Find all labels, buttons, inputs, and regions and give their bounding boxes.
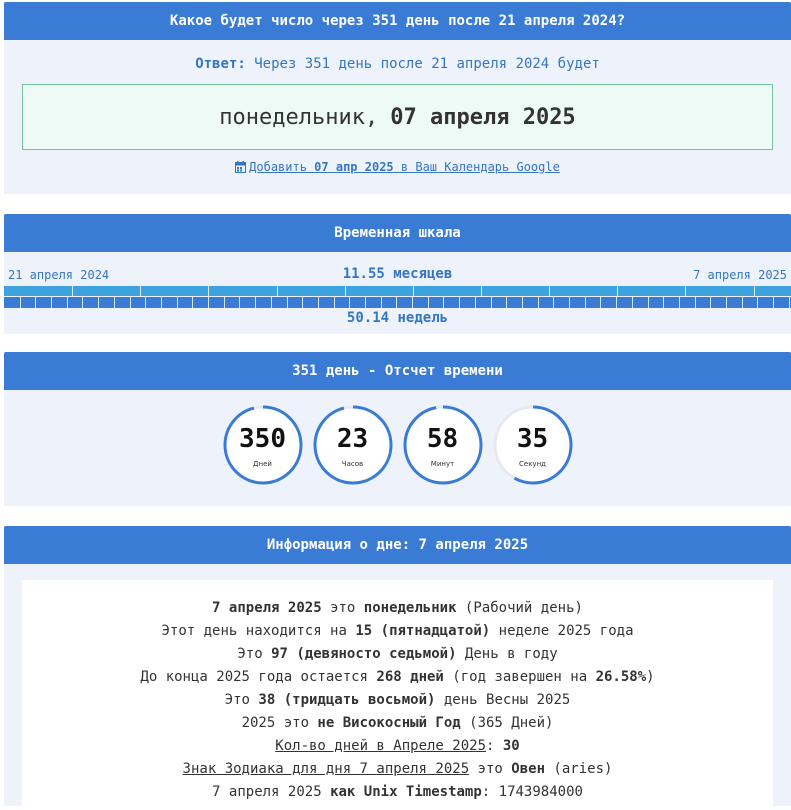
week-tick [82, 297, 83, 308]
week-tick [161, 297, 162, 308]
week-tick [130, 297, 131, 308]
week-tick [522, 297, 523, 308]
calendar-link-date: 07 апр 2025 [314, 160, 394, 174]
days-in-month-link[interactable]: Кол-во дней в Апреле 2025 [275, 738, 486, 754]
countdown-days-unit: Дней [253, 460, 272, 468]
info-week-value: 15 (пятнадцатой) [355, 623, 491, 639]
week-tick [365, 297, 366, 308]
result-weekday: понедельник, [219, 104, 379, 130]
week-tick [616, 297, 617, 308]
answer-line [4, 56, 791, 72]
info-day-of-year [22, 643, 773, 666]
week-tick [334, 297, 335, 308]
info-season-day-value: 38 (тридцать восьмой) [258, 692, 436, 708]
info-text: это [321, 600, 364, 616]
month-tick [481, 286, 482, 296]
week-tick [443, 297, 444, 308]
week-tick [491, 297, 492, 308]
info-week [22, 620, 773, 643]
info-days-in-month-value: 30 [502, 738, 520, 754]
info-leap-year-value: не Високосный Год [317, 715, 461, 731]
week-tick [114, 297, 115, 308]
week-tick [271, 297, 272, 308]
info-year-percent: 26.58% [595, 669, 647, 685]
week-tick [287, 297, 288, 308]
countdown-minutes-value: 58 [426, 424, 459, 454]
timeline-end-date: 7 апреля 2025 [693, 268, 787, 282]
week-tick [145, 297, 146, 308]
day-info-box [22, 580, 773, 810]
week-tick [428, 297, 429, 308]
week-tick [600, 297, 601, 308]
calendar-link-suffix: в Ваш Календарь Google [400, 160, 560, 174]
week-tick [789, 297, 790, 308]
week-tick [302, 297, 303, 308]
week-tick [569, 297, 570, 308]
info-weekday-value: понедельник [363, 600, 457, 616]
month-tick [208, 286, 209, 296]
info-days-in-month [22, 735, 773, 758]
timeline-weeks: 50.14 недель [346, 310, 449, 326]
answer-label: Ответ: [195, 56, 246, 72]
week-tick [318, 297, 319, 308]
week-tick [695, 297, 696, 308]
week-tick [773, 297, 774, 308]
week-tick [98, 297, 99, 308]
answer-card-title: Какое будет число через 351 день после 21 апреля 2024? [4, 2, 791, 40]
timeline-months-bar [4, 286, 791, 296]
week-tick [506, 297, 507, 308]
week-tick [475, 297, 476, 308]
info-text: Это [224, 692, 259, 708]
countdown-days-value: 350 [239, 424, 286, 454]
info-unix [22, 781, 773, 804]
info-text: (365 Дней) [460, 715, 554, 731]
week-tick [51, 297, 52, 308]
week-tick [177, 297, 178, 308]
google-calendar-link[interactable] [4, 160, 791, 176]
answer-card [4, 2, 791, 194]
week-tick [208, 297, 209, 308]
countdown-seconds [492, 404, 574, 486]
timeline-bar [4, 286, 791, 308]
week-tick [224, 297, 225, 308]
info-text: (год завершен на [443, 669, 596, 685]
info-days-remaining [22, 666, 773, 689]
countdown-hours-value: 23 [336, 424, 369, 454]
timeline-labels [4, 252, 791, 286]
countdown-seconds-unit: Секунд [519, 460, 546, 468]
month-tick [685, 286, 686, 296]
week-tick [710, 297, 711, 308]
info-weekday [22, 597, 773, 620]
day-info-card [4, 526, 791, 806]
info-text: До конца 2025 года остается [140, 669, 377, 685]
countdown-days [222, 404, 304, 486]
week-tick [396, 297, 397, 308]
month-tick [345, 286, 346, 296]
timeline-start-date: 21 апреля 2024 [8, 268, 110, 282]
timeline-title: Временная шкала [4, 214, 791, 252]
info-text: (aries) [545, 761, 613, 777]
info-text: (Рабочий день) [456, 600, 583, 616]
info-text: день Весны 2025 [435, 692, 571, 708]
result-date: 07 апреля 2025 [390, 104, 576, 130]
info-zodiac [22, 758, 773, 781]
week-tick [553, 297, 554, 308]
calendar-link-prefix: Добавить [249, 160, 307, 174]
info-unix-label: как Unix Timestamp [330, 784, 482, 800]
info-leap-year [22, 712, 773, 735]
info-zodiac-value: Овен [511, 761, 545, 777]
month-tick [549, 286, 550, 296]
week-tick [412, 297, 413, 308]
info-text: неделе 2025 года [490, 623, 634, 639]
info-text: : [486, 738, 503, 754]
info-text: День в году [456, 646, 558, 662]
month-tick [72, 286, 73, 296]
week-tick [648, 297, 649, 308]
countdown-hours [312, 404, 394, 486]
countdown-minutes-unit: Минут [430, 460, 455, 468]
countdown-hours-unit: Часов [341, 460, 364, 468]
week-tick [239, 297, 240, 308]
info-text: 2025 это [241, 715, 318, 731]
week-tick [459, 297, 460, 308]
week-tick [192, 297, 193, 308]
info-date: 7 апреля 2025 [212, 600, 322, 616]
month-tick [413, 286, 414, 296]
week-tick [742, 297, 743, 308]
week-tick [726, 297, 727, 308]
week-tick [632, 297, 633, 308]
info-text: это [469, 761, 512, 777]
countdown-title: 351 день - Отсчет времени [4, 352, 791, 390]
info-text: Этот день находится на [161, 623, 356, 639]
countdown-minutes [402, 404, 484, 486]
month-tick [754, 286, 755, 296]
timeline-months: 11.55 месяцев [342, 266, 453, 282]
countdown-card [4, 352, 791, 506]
result-box [22, 84, 773, 150]
info-unix-value: : 1743984000 [481, 784, 583, 800]
week-tick [538, 297, 539, 308]
info-text: Это [237, 646, 272, 662]
zodiac-link[interactable]: Знак Зодиака для дня 7 апреля 2025 [182, 761, 470, 777]
timeline-card [4, 214, 791, 334]
week-tick [20, 297, 21, 308]
answer-text: Через 351 день после 21 апреля 2024 будет [254, 56, 600, 72]
info-text: ) [646, 669, 655, 685]
month-tick [140, 286, 141, 296]
week-tick [663, 297, 664, 308]
week-tick [67, 297, 68, 308]
timeline-weeks-bar [4, 297, 791, 308]
week-tick [35, 297, 36, 308]
info-days-remaining-value: 268 дней [376, 669, 444, 685]
week-tick [585, 297, 586, 308]
week-tick [757, 297, 758, 308]
info-day-of-year-value: 97 (девяносто седьмой) [271, 646, 457, 662]
month-tick [617, 286, 618, 296]
week-tick [381, 297, 382, 308]
info-season-day [22, 689, 773, 712]
calendar-icon [235, 161, 246, 176]
month-tick [277, 286, 278, 296]
day-info-title: Информация о дне: 7 апреля 2025 [4, 526, 791, 564]
week-tick [349, 297, 350, 308]
info-text: 7 апреля 2025 [212, 784, 331, 800]
week-tick [255, 297, 256, 308]
countdown-circles [4, 404, 791, 486]
countdown-seconds-value: 35 [516, 424, 549, 454]
week-tick [679, 297, 680, 308]
